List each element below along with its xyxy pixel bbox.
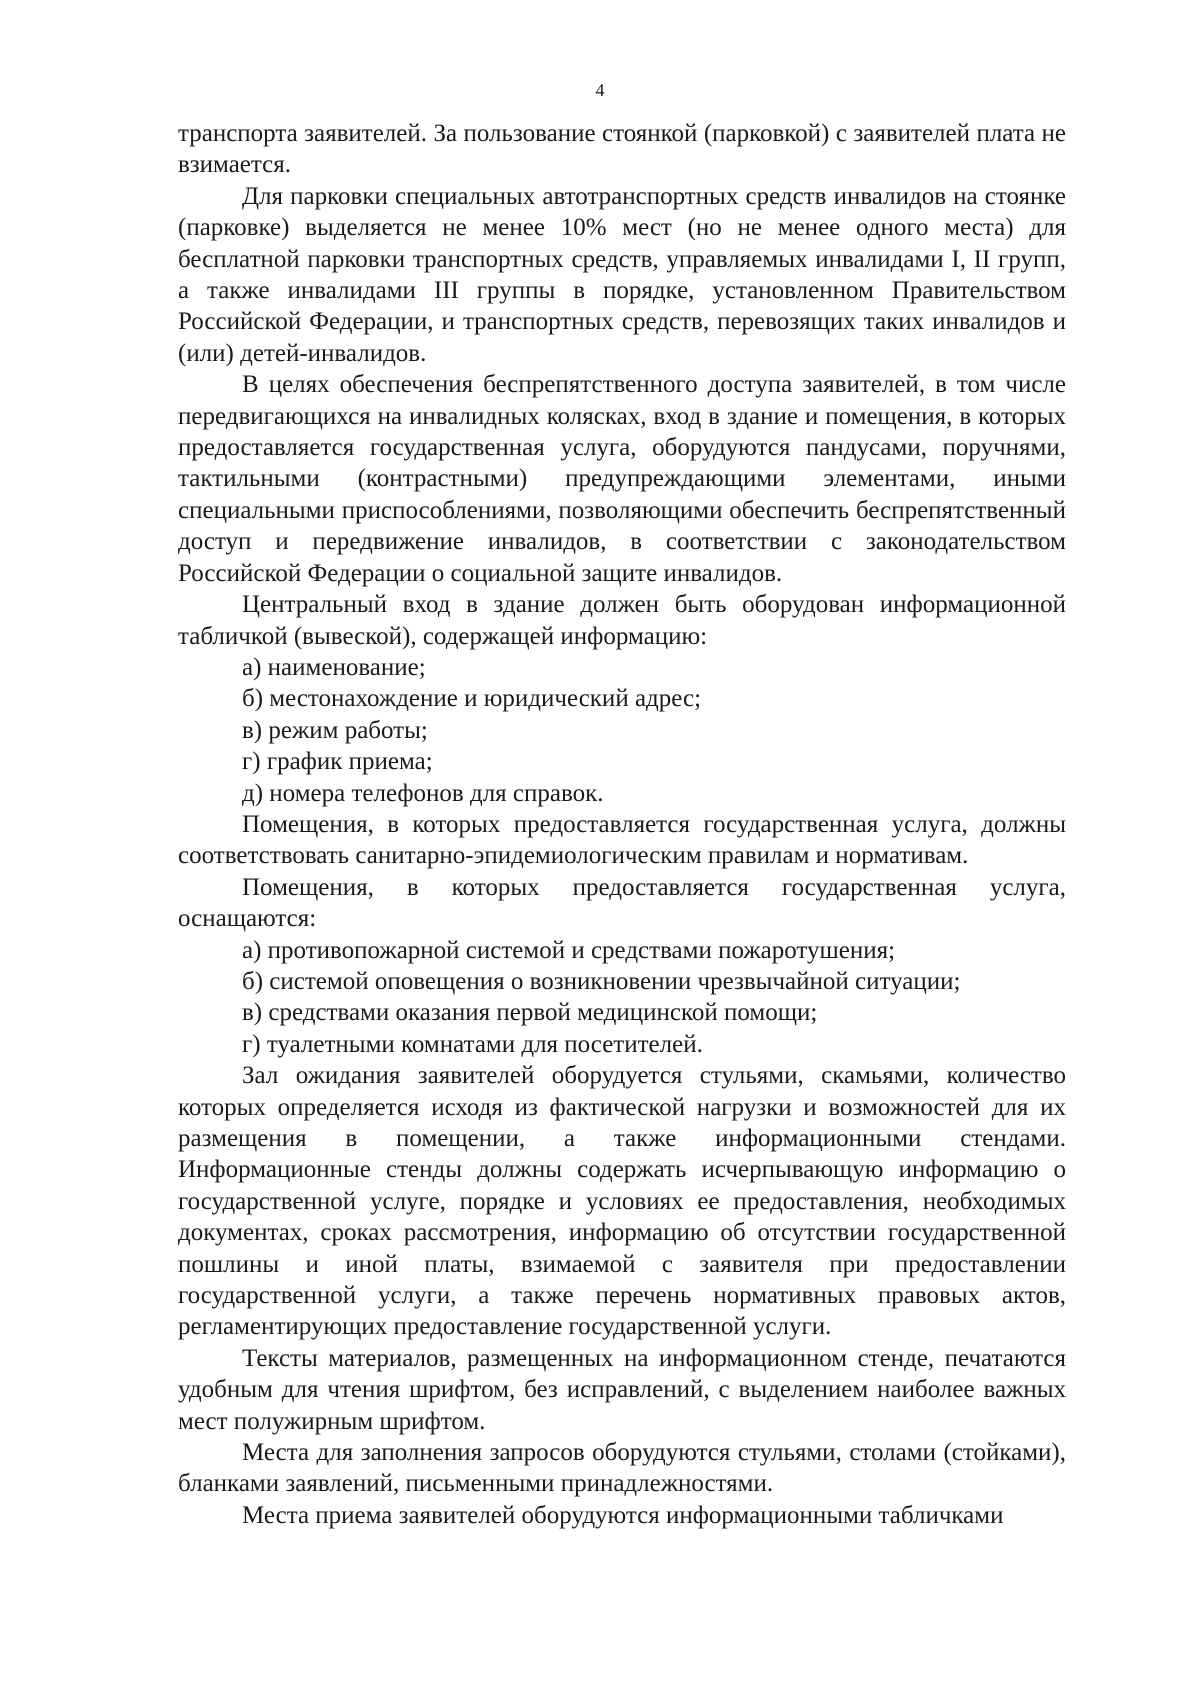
paragraph-request-places: Места для заполнения запросов оборудуются стульями, столами (стойками), бланками заявлений, письменными принадлежностями. <box>178 1439 1066 1498</box>
paragraph-parking-continuation: транспорта заявителей. За пользование стоянкой (парковкой) с заявителей плата не взимается. <box>178 120 1066 179</box>
list-item: б) местонахождение и юридический адрес; <box>242 685 702 713</box>
paragraph-disabled-parking: Для парковки специальных автотранспортных средств инвалидов на стоянке (парковке) выделяется не менее 10% мест (но не менее одного места) для бесплатной парковки транспортных средств, управляемых инвалидами I, II групп, а также инвалидами III группы в порядке, установленном Правительством Российской Федерации, и транспортных средств, перевозящих таких инвалидов и (или) детей-инвалидов. <box>178 182 1066 367</box>
list-item: г) график приема; <box>242 748 433 776</box>
paragraph-equipment: Помещения, в которых предоставляется государственная услуга, оснащаются: <box>178 873 1066 933</box>
list-item: а) наименование; <box>242 653 426 681</box>
list-item: в) средствами оказания первой медицинской помощи; <box>242 999 818 1027</box>
paragraph-waiting-hall: Зал ожидания заявителей оборудуется стульями, скамьями, количество которых определяется исходя из фактической нагрузки и возможностей для их размещения в помещении, а также информационными стендами. Информационные стенды должны содержать исчерпывающую информацию о государственной услуге, порядке и условиях ее предоставления, необходимых документах, сроках рассмотрения, информацию об отсутствии государственной пошлины и иной платы, взимаемой с заявителя при предоставлении государственной услуги, а также перечень нормативных правовых актов, регламентирующих предоставление государственной услуги. <box>178 1062 1066 1341</box>
paragraph-sanitary: Помещения, в которых предоставляется государственная услуга, должны соответствовать санитарно-эпидемиологическим правилам и нормативам. <box>178 810 1066 870</box>
paragraph-stand-texts: Тексты материалов, размещенных на информационном стенде, печатаются удобным для чтения шрифтом, без исправлений, с выделением наиболее важных мест полужирным шрифтом. <box>178 1344 1066 1435</box>
list-item: г) туалетными комнатами для посетителей. <box>242 1030 703 1058</box>
list-item: б) системой оповещения о возникновении чрезвычайной ситуации; <box>242 967 961 995</box>
list-item: д) номера телефонов для справок. <box>242 779 604 807</box>
document-body <box>178 118 1066 1531</box>
list-item: а) противопожарной системой и средствами пожаротушения; <box>242 936 896 964</box>
page-number: 4 <box>595 80 605 100</box>
paragraph-reception-places: Места приема заявителей оборудуются информационными табличками <box>242 1501 1004 1529</box>
paragraph-accessibility: В целях обеспечения беспрепятственного доступа заявителей, в том числе передвигающихся на инвалидных колясках, вход в здание и помещения, в которых предоставляется государственная услуга, оборудуются пандусами, поручнями, тактильными (контрастными) предупреждающими элементами, иными специальными приспособлениями, позволяющими обеспечить беспрепятственный доступ и передвижение инвалидов, в соответствии с законодательством Российской Федерации о социальной защите инвалидов. <box>178 371 1066 587</box>
list-item: в) режим работы; <box>242 716 428 744</box>
paragraph-entrance-sign: Центральный вход в здание должен быть оборудован информационной табличкой (вывеской), содержащей информацию: <box>178 591 1066 650</box>
